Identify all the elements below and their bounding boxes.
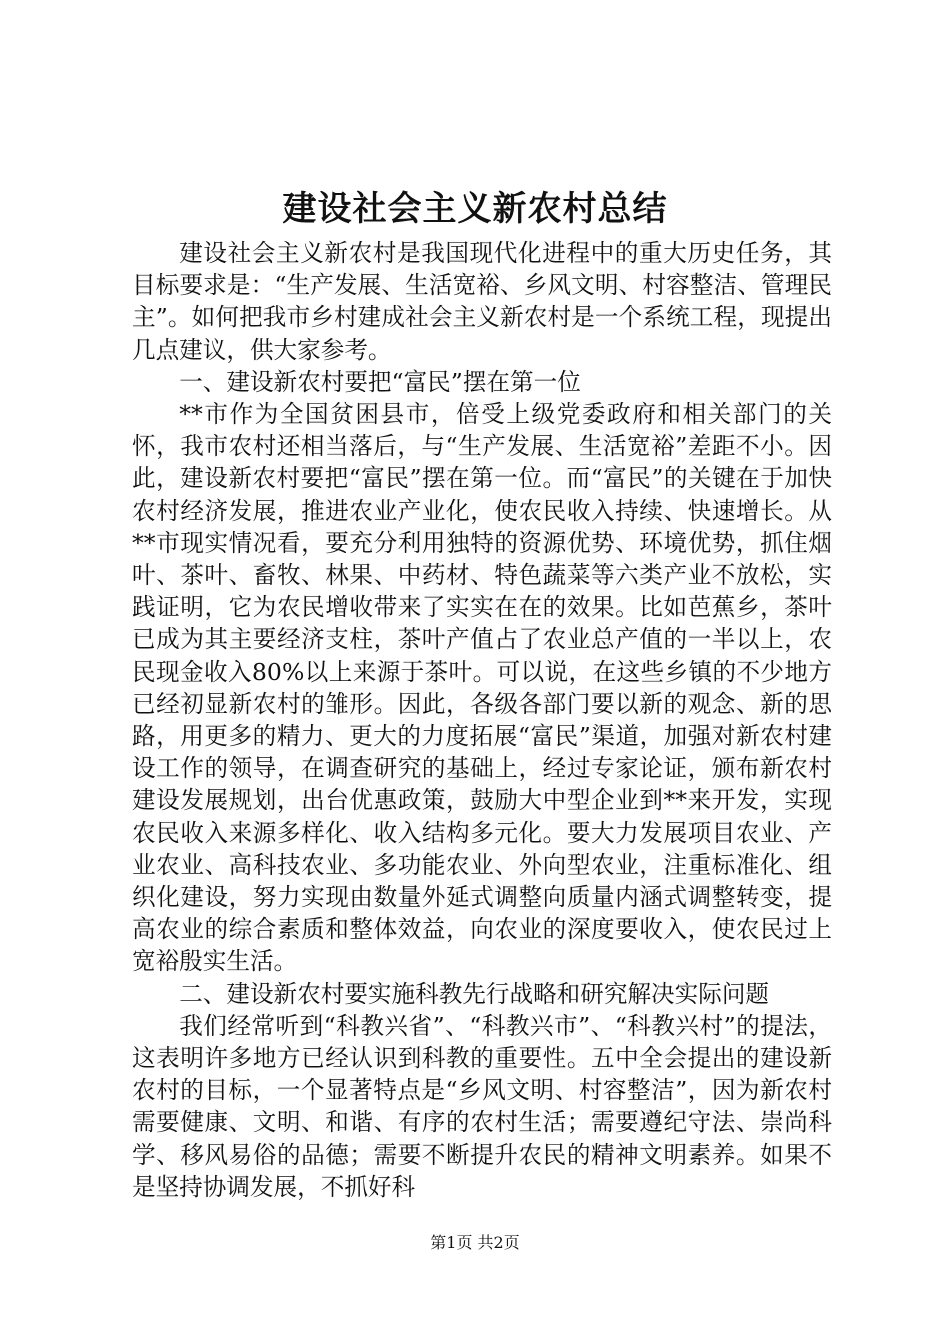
- section-heading-2: 二、建设新农村要实施科教先行战略和研究解决实际问题: [179, 979, 770, 1008]
- page-number-footer: 第1页 共2页: [430, 1233, 520, 1252]
- section-heading-1: 一、建设新农村要把“富民”摆在第一位: [179, 367, 581, 396]
- document-body: [132, 237, 832, 1203]
- paragraph-section-1: **市作为全国贫困县市，倍受上级党委政府和相关部门的关怀，我市农村还相当落后，与“生产发展、生活宽裕”差距不小。因此，建设新农村要把“富民”摆在第一位。而“富民”的关键在于加快农村经济发展，推进农业产业化，使农民收入持续、快速增长。从**市现实情况看，要充分利用独特的资源优势、环境优势，抓住烟叶、茶叶、畜牧、林果、中药材、特色蔬菜等六类产业不放松，实践证明，它为农民增收带来了实实在在的效果。比如芭蕉乡，茶叶已成为其主要经济支柱，茶叶产值占了农业总产值的一半以上，农民现金收入80%以上来源于茶叶。可以说，在这些乡镇的不少地方已经初显新农村的雏形。因此，各级各部门要以新的观念、新的思路，用更多的精力、更大的力度拓展“富民”渠道，加强对新农村建设工作的领导，在调查研究的基础上，经过专家论证，颁布新农村建设发展规划，出台优惠政策，鼓励大中型企业到**来开发，实现农民收入来源多样化、收入结构多元化。要大力发展项目农业、产业农业、高科技农业、多功能农业、外向型农业，注重标准化、组织化建设，努力实现由数量外延式调整向质量内涵式调整转变，提高农业的综合素质和整体效益，向农业的深度要收入，使农民过上宽裕殷实生活。: [132, 400, 832, 976]
- paragraph-intro: 建设社会主义新农村是我国现代化进程中的重大历史任务，其目标要求是：“生产发展、生活宽裕、乡风文明、村容整洁、管理民主”。如何把我市乡村建成社会主义新农村是一个系统工程，现提出几点建议，供大家参考。: [132, 239, 832, 364]
- paragraph-section-2: 我们经常听到“科教兴省”、“科教兴市”、“科教兴村”的提法，这表明许多地方已经认识到科教的重要性。五中全会提出的建设新农村的目标，一个显著特点是“乡风文明、村容整洁”，因为新农村需要健康、文明、和谐、有序的农村生活；需要遵纪守法、崇尚科学、移风易俗的品德；需要不断提升农民的精神文明素养。如果不是坚持协调发展，不抓好科: [132, 1011, 832, 1201]
- document-title: 建设社会主义新农村总结: [282, 189, 668, 229]
